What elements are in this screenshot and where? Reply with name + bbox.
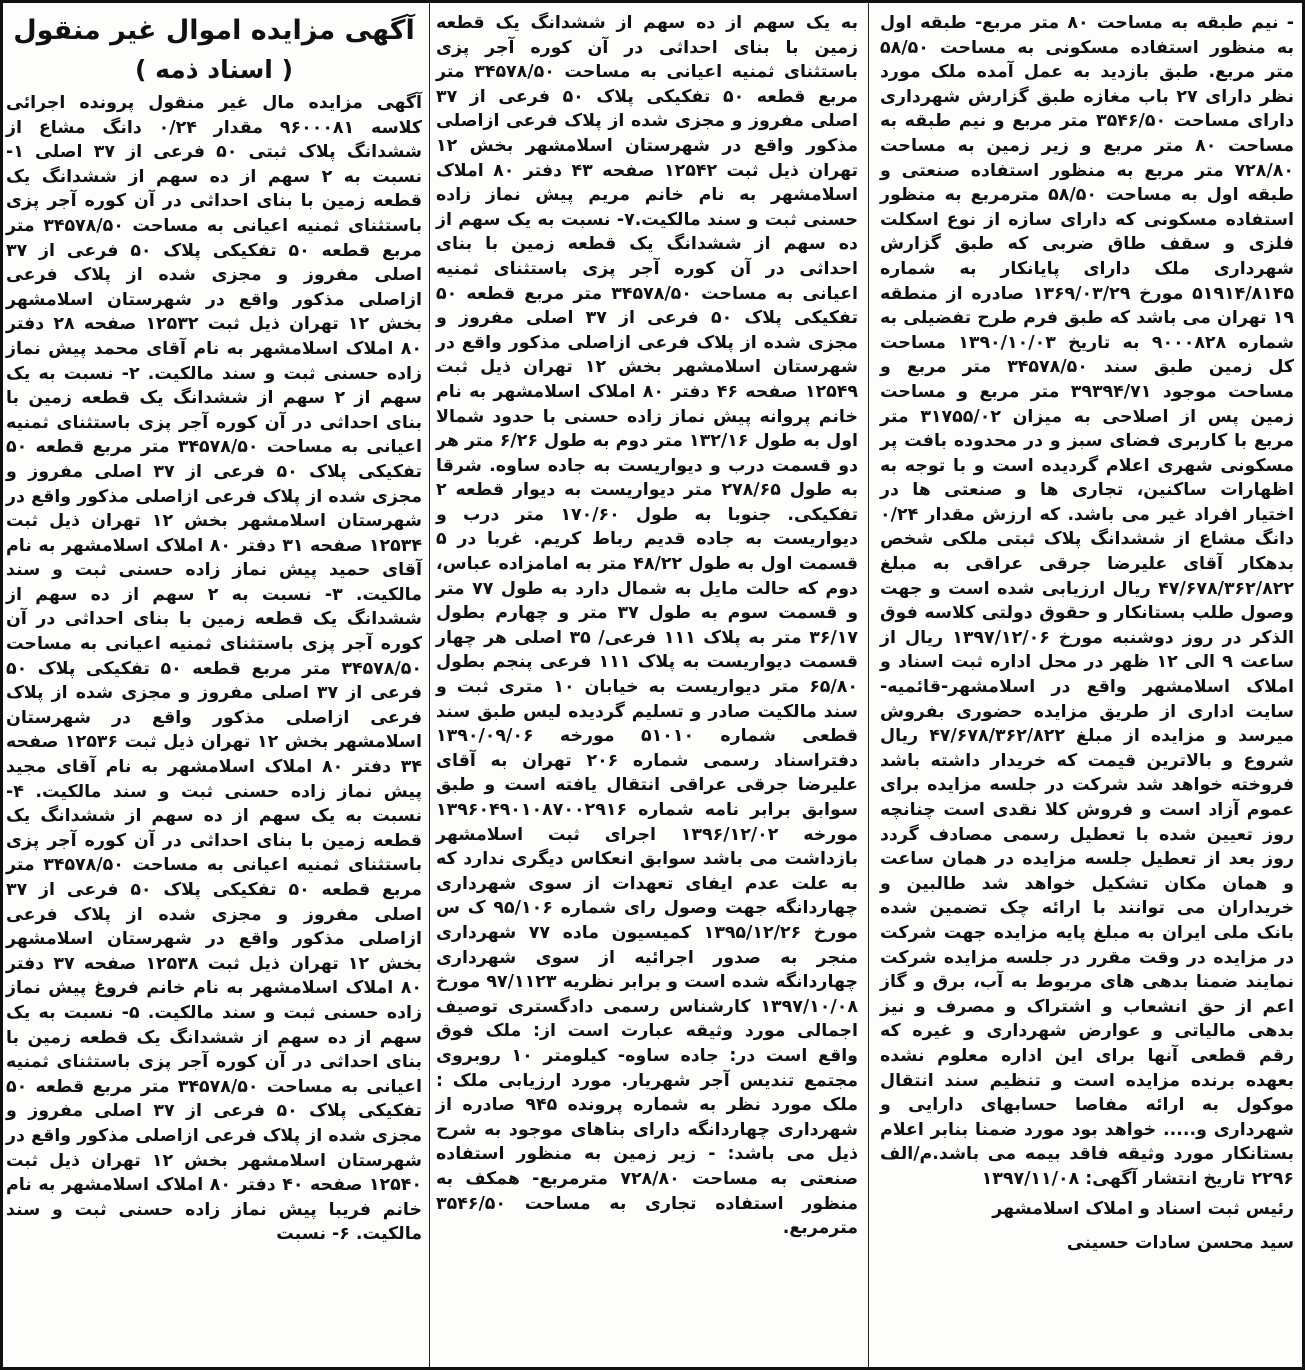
- notice-subtitle: ( اسناد ذمه ): [134, 55, 293, 84]
- column-right: [6, 11, 422, 1247]
- column-divider: [868, 3, 869, 1370]
- signature-title: رئیس ثبت اسناد و املاک اسلامشهر: [992, 1198, 1294, 1219]
- signature-name: سید محسن سادات حسینی: [1066, 1232, 1294, 1253]
- column-middle: [436, 11, 858, 1241]
- notice-title: آگهی مزایده اموال غیر منقول: [13, 15, 415, 46]
- body-text-column-3: - نیم طبقه به مساحت ۸۰ متر مربع- طبقه اول به منظور استفاده مسکونی به مساحت ۵۸/۵۰ متر مربع. طبق بازدید به عمل آمده ملک مورد نظر دارای ۲۷ باب مغازه طبق گزارش شهرداری دارای مساحت ۳۵۴۶/۵۰ متر مربع و نیم طبقه به مساحت ۸۰ متر مربع و زیر زمین به مساحت ۷۲۸/۸۰ متر مربع به منظور استفاده صنعتی و طبقه اول به مساحت ۵۸/۵۰ مترمربع به منظور استفاده مسکونی که دارای سازه از نوع اسکلت فلزی و سقف طاق ضربی که طبق گزارش شهرداری ملک دارای پایانکار به شماره ۵۱۹۱۴/۸۱۴۵ مورخ ۱۳۶۹/۰۳/۲۹ صادره از منطقه ۱۹ تهران می باشد که طبق فرم طرح تفضیلی به شماره ۹۰۰۰۸۲۸ به تاریخ ۱۳۹۰/۱۰/۰۳ مساحت کل زمین طبق سند ۳۴۵۷۸/۵۰ متر مربع و مساحت موجود ۳۹۳۹۴/۷۱ متر مربع و مساحت زمین پس از اصلاحی به میزان ۳۱۷۵۵/۰۲ متر مربع با کاربری فضای سبز و در محدوده بافت پر مسکونی شهری اعلام گردیده است و با توجه به اظهارات ساکنین، تجاری ها و صنعتی ها در اختیار افراد غیر می باشد. که ارزش مقدار ۰/۲۴ دانگ مشاع از ششدانگ پلاک ثبتی ملکی شخص بدهکار آقای علیرضا جرقی عراقی به مبلغ ۴۷/۶۷۸/۳۶۲/۸۲۲ ریال ارزیابی شده است و جهت وصول طلب بستانکار و حقوق دولتی کلاسه فوق الذکر در روز دوشنبه مورخ ۱۳۹۷/۱۲/۰۶ ریال از ساعت ۹ الی ۱۲ ظهر در محل اداره ثبت اسناد و املاک اسلامشهر واقع در اسلامشهر-قائمیه- سایت اداری از طریق مزایده حضوری بفروش میرسد و مزایده از مبلغ ۴۷/۶۷۸/۳۶۲/۸۲۲ ریال شروع و بالاترین قیمت که خریدار داشته باشد فروخته خواهد شد شرکت در جلسه مزایده برای عموم آزاد است و فروش کلا نقدی است چنانچه روز تعیین شده با تعطیل رسمی مصادف گردد روز بعد از تعطیل جلسه مزایده در همان ساعت و همان مکان تشکیل خواهد شد طالبین و خریداران می توانند با ارائه چک تضمین شده بانک ملی ایران به مبلغ پایه مزایده جهت شرکت در مزایده در وقت مقرر در جلسه مزایده شرکت نمایند ضمنا بدهی های مربوط به آب، برق و گاز اعم از حق انشعاب و اشتراک و مصرف و نیز بدهی مالیاتی و عوارض شهرداری و غیره که رقم قطعی آنها برای این اداره معلوم نشده بعهده برنده مزایده است و تنظیم سند انتقال موکول به ارائه مفاصا حسابهای دارایی و شهرداری و..... خواهد بود مورد ضمنا بنابر اعلام بستانکار مورد وثیقه فاقد بیمه می باشد.م/الف ۲۲۹۶ تاریخ انتشار آگهی: ۱۳۹۷/۱۱/۰۸: [880, 13, 1295, 1189]
- body-text-column-2: به یک سهم از ده سهم از ششدانگ یک قطعه زمین با بنای احداثی در آن کوره آجر پزی باستثنای ثمنیه اعیانی به مساحت ۳۴۵۷۸/۵۰ متر مربع قطعه ۵۰ تفکیکی پلاک ۵۰ فرعی از ۳۷ اصلی مفروز و مجزی شده از پلاک فرعی ازاصلی مذکور واقع در شهرستان اسلامشهر بخش ۱۲ تهران ذیل ثبت ۱۲۵۴۲ صفحه ۴۳ دفتر ۸۰ املاک اسلامشهر به نام خانم مریم پیش نماز زاده حسنی ثبت و سند مالکیت.۷- نسبت به یک سهم از ده سهم از ششدانگ یک قطعه زمین با بنای احداثی در آن کوره آجر پزی باستثنای ثمنیه اعیانی به مساحت ۳۴۵۷۸/۵۰ متر مربع قطعه ۵۰ تفکیکی پلاک ۵۰ فرعی از ۳۷ اصلی مفروز و مجزی شده از پلاک فرعی ازاصلی مذکور واقع در شهرستان اسلامشهر بخش ۱۲ تهران ذیل ثبت ۱۲۵۴۹ صفحه ۴۶ دفتر ۸۰ املاک اسلامشهر به نام خانم پروانه پیش نماز زاده حسنی با حدود شمالا اول به طول ۱۳۲/۱۶ متر دوم به طول ۶/۲۶ متر هر دو قسمت درب و دیواریست به جاده ساوه. شرقا به طول ۲۷۸/۶۵ متر دیواریست به دیوار قطعه ۲ تفکیکی. جنوبا به طول ۱۷۰/۶۰ متر درب و دیواریست به جاده قدیم رباط کریم. غربا در ۵ قسمت اول به طول ۴۸/۲۲ متر به امامزاده عباس، دوم که حالت مایل به شمال دارد به طول ۷۷ متر و قسمت سوم به طول ۳۷ متر و چهارم بطول ۳۶/۱۷ متر به پلاک ۱۱۱ فرعی/ ۳۵ اصلی هر چهار قسمت دیواریست به پلاک ۱۱۱ فرعی پنجم بطول ۶۵/۸۰ متر دیواریست به خیابان ۱۰ متری ثبت و سند مالکیت صادر و تسلیم گردیده لیس طبق سند قطعی شماره ۵۱۰۱۰ مورخه ۱۳۹۰/۰۹/۰۶ دفتراسناد رسمی شماره ۲۰۶ تهران به آقای علیرضا جرقی عراقی انتقال یافته است و طبق سوابق برابر نامه شماره ۱۳۹۶۰۴۹۰۱۰۸۷۰۰۲۹۱۶ مورخه ۱۳۹۶/۱۲/۰۲ اجرای ثبت اسلامشهر بازداشت می باشد سوابق انعکاس دیگری ندارد که به علت عدم ایفای تعهدات از سوی شهرداری چهاردانگه جهت وصول رای شماره ۹۵/۱۰۶ ک س مورخ ۱۳۹۵/۱۲/۲۶ کمیسیون ماده ۷۷ شهرداری منجر به صدور اجرائیه از سوی شهرداری چهاردانگه شده است و برابر نظریه ۹۷/۱۱۲۳ مورخ ۱۳۹۷/۱۰/۰۸ کارشناس رسمی دادگستری توصیف اجمالی مورد وثیقه عبارت است از: ملک فوق واقع است در: جاده ساوه- کیلومتر ۱۰ روبروی مجتمع تندیس آجر شهریار. مورد ارزیابی ملک : ملک مورد نظر به شماره پرونده ۹۴۵ صادره از شهرداری چهاردانگه دارای بناهای موجود به شرح ذیل می باشد: - زیر زمین به منظور استفاده صنعتی به مساحت ۷۲۸/۸۰ مترمربع- همکف به منظور استفاده تجاری به مساحت ۳۵۴۶/۵۰ مترمربع.: [436, 13, 859, 1239]
- column-left: [880, 11, 1294, 1260]
- body-text-column-1: آگهی مزایده مال غیر منقول پرونده اجرائی کلاسه ۹۶۰۰۰۸۱ مقدار ۰/۲۴ دانگ مشاع از ششدانگ پلاک ثبتی ۵۰ فرعی از ۳۷ اصلی ۱-نسبت به ۲ سهم از ده سهم از ششدانگ یک قطعه زمین با بنای احداثی در آن کوره آجر پزی باستثنای ثمنیه اعیانی به مساحت ۳۴۵۷۸/۵۰ متر مربع قطعه ۵۰ تفکیکی پلاک ۵۰ فرعی از ۳۷ اصلی مفروز و مجزی شده از پلاک فرعی ازاصلی مذکور واقع در شهرستان اسلامشهر بخش ۱۲ تهران ذیل ثبت ۱۲۵۳۲ صفحه ۲۸ دفتر ۸۰ املاک اسلامشهر به نام آقای محمد پیش نماز زاده حسنی ثبت و سند مالکیت. ۲- نسبت به یک سهم از ۲ سهم از ششدانگ یک قطعه زمین با بنای احداثی در آن کوره آجر پزی باستثنای ثمنیه اعیانی به مساحت ۳۴۵۷۸/۵۰ متر مربع قطعه ۵۰ تفکیکی پلاک ۵۰ فرعی از ۳۷ اصلی مفروز و مجزی شده از پلاک فرعی ازاصلی مذکور واقع در شهرستان اسلامشهر بخش ۱۲ تهران ذیل ثبت ۱۲۵۳۴ صفحه ۳۱ دفتر ۸۰ املاک اسلامشهر به نام آقای حمید پیش نماز زاده حسنی ثبت و سند مالکیت. ۳- نسبت به ۲ سهم از ده سهم از ششدانگ یک قطعه زمین با بنای احداثی در آن کوره آجر پزی باستثنای ثمنیه اعیانی به مساحت ۳۴۵۷۸/۵۰ متر مربع قطعه ۵۰ تفکیکی پلاک ۵۰ فرعی از ۳۷ اصلی مفروز و مجزی شده از پلاک فرعی ازاصلی مذکور واقع در شهرستان اسلامشهر بخش ۱۲ تهران ذیل ثبت ۱۲۵۳۶ صفحه ۳۴ دفتر ۸۰ املاک اسلامشهر به نام آقای مجید پیش نماز زاده حسنی ثبت و سند مالکیت. ۴- نسبت به یک سهم از ده سهم از ششدانگ یک قطعه زمین با بنای احداثی در آن کوره آجر پزی باستثنای ثمنیه اعیانی به مساحت ۳۴۵۷۸/۵۰ متر مربع قطعه ۵۰ تفکیکی پلاک ۵۰ فرعی از ۳۷ اصلی مفروز و مجزی شده از پلاک فرعی ازاصلی مذکور واقع در شهرستان اسلامشهر بخش ۱۲ تهران ذیل ثبت ۱۲۵۳۸ صفحه ۳۷ دفتر ۸۰ املاک اسلامشهر به نام خانم فروغ پیش نماز زاده حسنی ثبت و سند مالکیت. ۵- نسبت به یک سهم از ده سهم از ششدانگ یک قطعه زمین با بنای احداثی در آن کوره آجر پزی باستثنای ثمنیه اعیانی به مساحت ۳۴۵۷۸/۵۰ متر مربع قطعه ۵۰ تفکیکی پلاک ۵۰ فرعی از ۳۷ اصلی مفروز و مجزی شده از پلاک فرعی ازاصلی مذکور واقع در شهرستان اسلامشهر بخش ۱۲ تهران ذیل ثبت ۱۲۵۴۰ صفحه ۴۰ دفتر ۸۰ املاک اسلامشهر به نام خانم فریبا پیش نماز زاده حسنی ثبت و سند مالکیت. ۶- نسبت: [6, 93, 423, 1245]
- column-divider: [429, 3, 430, 1370]
